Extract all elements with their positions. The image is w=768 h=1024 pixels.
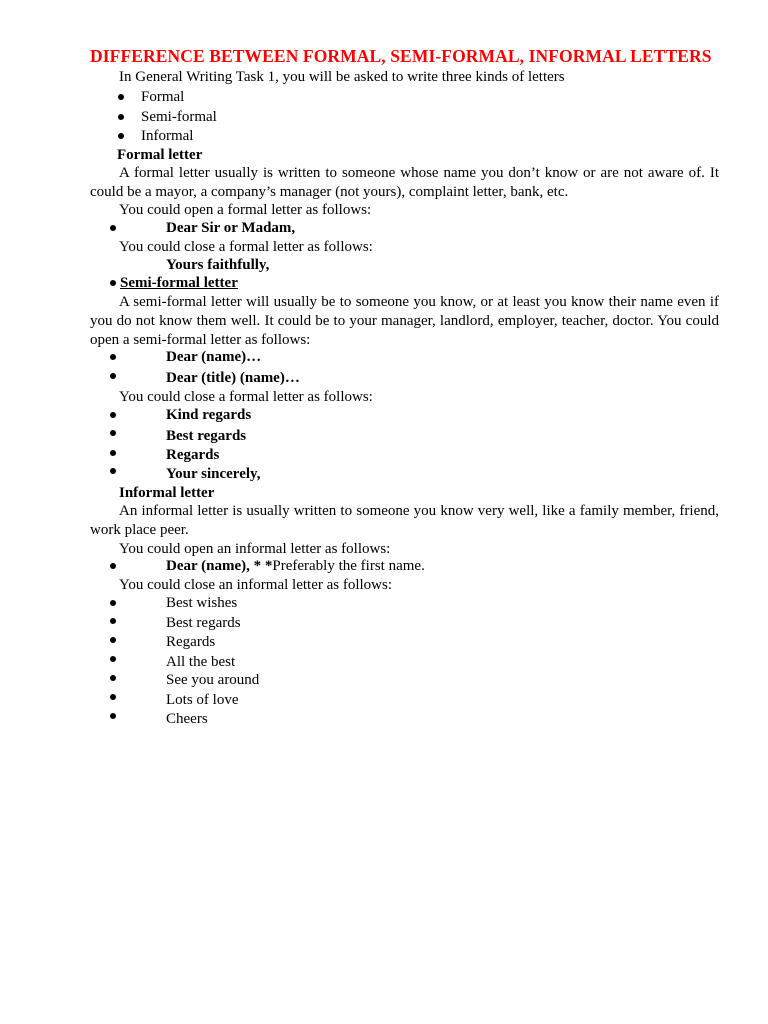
list-item: Best regards xyxy=(166,615,241,631)
list-item: Cheers xyxy=(166,711,208,727)
list-item: Dear (name)… xyxy=(166,349,262,365)
informal-heading: Informal letter xyxy=(119,485,215,501)
bullet-icon xyxy=(110,618,116,624)
bullet-icon xyxy=(110,637,116,643)
semi-formal-heading: Semi-formal letter xyxy=(120,275,238,291)
list-item: Best regards xyxy=(166,428,247,444)
bullet-icon xyxy=(110,468,116,474)
formal-close-intro: You could close a formal letter as follows: xyxy=(119,239,373,255)
bullet-icon xyxy=(110,373,116,379)
bullet-icon xyxy=(110,713,116,719)
bullet-icon xyxy=(110,354,116,360)
informal-open-intro: You could open an informal letter as follows: xyxy=(119,541,391,557)
bullet-icon xyxy=(110,450,116,456)
formal-description: A formal letter usually is written to someone whose name you don’t know or are not aware of. It could be a mayor, a company’s manager (not yours), complaint letter, bank, etc. xyxy=(90,165,719,200)
list-item xyxy=(166,557,425,576)
list-item: Informal xyxy=(141,128,194,144)
bullet-icon xyxy=(110,225,116,231)
semi-formal-close-intro: You could close a formal letter as follows: xyxy=(119,389,373,405)
informal-close-intro: You could close an informal letter as follows: xyxy=(119,577,393,593)
list-item: Dear (title) (name)… xyxy=(166,370,300,386)
formal-open-intro: You could open a formal letter as follows: xyxy=(119,202,372,218)
list-item: Lots of love xyxy=(166,692,239,708)
list-item: Kind regards xyxy=(166,407,252,423)
bullet-icon xyxy=(110,563,116,569)
list-item: Regards xyxy=(166,634,216,650)
bullet-icon xyxy=(110,656,116,662)
list-item: Formal xyxy=(141,89,185,105)
list-item: Yours faithfully, xyxy=(166,257,270,273)
informal-description: An informal letter is usually written to someone you know very well, like a family member, friend, work place peer. xyxy=(90,503,719,538)
bullet-icon xyxy=(118,133,124,139)
bullet-icon xyxy=(110,600,116,606)
bullet-icon xyxy=(110,412,116,418)
bullet-icon xyxy=(110,694,116,700)
semi-formal-description: A semi-formal letter will usually be to someone you know, or at least you know their name even if you do not know them well. It could be to your manager, landlord, employer, teacher, doctor. You could open a semi-formal letter as follows: xyxy=(90,294,719,348)
bullet-icon xyxy=(110,280,116,286)
list-item: All the best xyxy=(166,654,236,670)
list-item: Best wishes xyxy=(166,595,238,611)
list-item: Regards xyxy=(166,447,220,463)
list-item: Dear Sir or Madam, xyxy=(166,220,296,236)
intro-text: In General Writing Task 1, you will be asked to write three kinds of letters xyxy=(119,69,565,85)
informal-opening-note: Preferably the first name. xyxy=(272,558,425,574)
bullet-icon xyxy=(110,675,116,681)
informal-opening: Dear (name), * * xyxy=(166,558,273,574)
bullet-icon xyxy=(118,94,124,100)
bullet-icon xyxy=(110,430,116,436)
bullet-icon xyxy=(118,114,124,120)
list-item: Your sincerely, xyxy=(166,466,261,482)
list-item: See you around xyxy=(166,672,260,688)
formal-heading: Formal letter xyxy=(117,147,203,163)
list-item: Semi-formal xyxy=(141,109,217,125)
document-title: DIFFERENCE BETWEEN FORMAL, SEMI-FORMAL, INFORMAL LETTERS xyxy=(90,46,712,66)
